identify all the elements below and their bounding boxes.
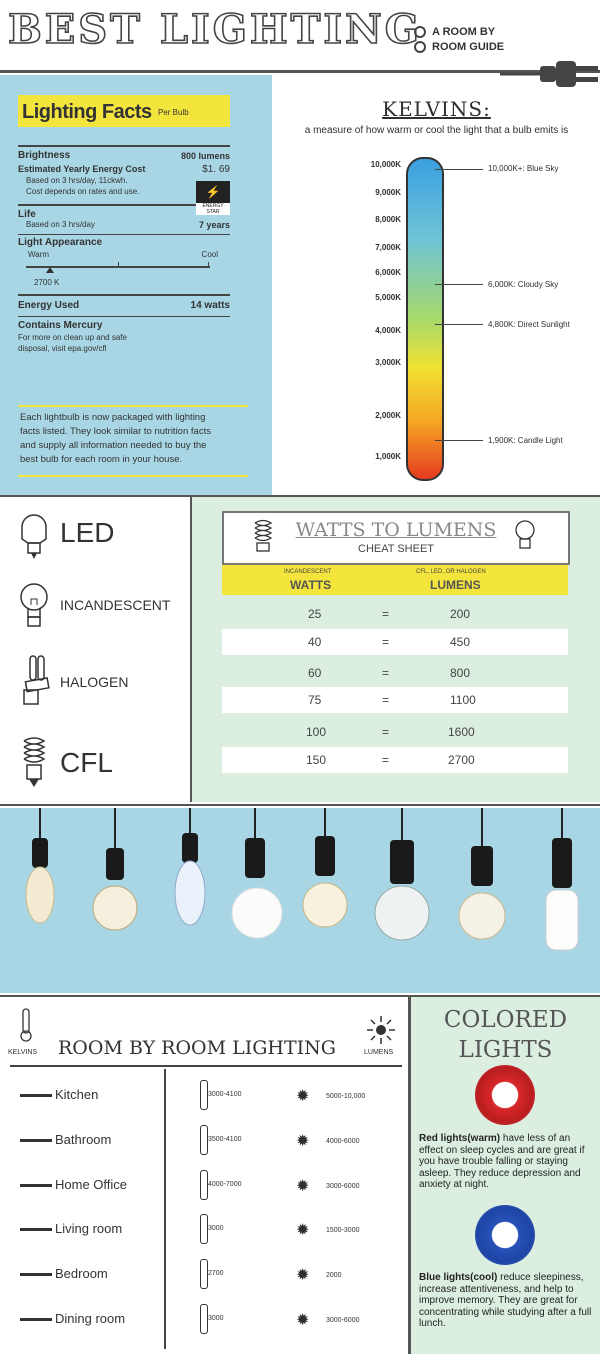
- facts-header: [18, 95, 230, 127]
- watts-cell: 75: [308, 693, 322, 707]
- kelvin-value: 3000: [208, 1315, 224, 1322]
- kelvin-tick: 8,000K: [375, 215, 401, 224]
- kelvins-panel: [273, 75, 600, 495]
- appearance-scale: [18, 262, 230, 278]
- energy-star-text: ENERGY STAR: [196, 203, 230, 215]
- watts-cell: 40: [308, 635, 322, 649]
- lumens-cell: 800: [450, 666, 471, 680]
- equals-sign: =: [382, 693, 390, 707]
- cheat-sheet-title: WATTS TO LUMENS: [295, 519, 497, 541]
- lighting-facts-panel: [0, 75, 272, 495]
- colored-lights-title: [411, 1005, 600, 1065]
- appearance-label: Light Appearance: [18, 237, 103, 248]
- page-title: BEST LIGHTING: [8, 6, 422, 53]
- lighting-facts-card: [18, 95, 230, 355]
- facts-desc-line: best bulb for each room in your house.: [20, 454, 183, 465]
- kelvin-tick: 5,000K: [375, 293, 401, 302]
- lumen-value: 3000-6000: [326, 1183, 360, 1190]
- lumen-value: 5000-10,000: [326, 1093, 366, 1100]
- divider: [164, 1069, 166, 1349]
- kelvins-subtitle: a measure of how warm or cool the light that a bulb emits is: [304, 125, 569, 136]
- subtitle-line-2: ROOM GUIDE: [432, 41, 505, 54]
- equals-sign: =: [382, 753, 390, 767]
- colored-title-line-1: COLORED: [443, 1007, 568, 1033]
- kelvin-label: 1,900K: Candle Light: [488, 436, 563, 445]
- led-bulb-icon: [16, 509, 52, 561]
- kelvin-tick: 2,000K: [375, 411, 401, 420]
- kelvin-tick: 10,000K: [370, 160, 401, 169]
- facts-desc-line: facts listed. They look similar to nutrition facts: [20, 426, 211, 437]
- red-light-text: [419, 1133, 597, 1191]
- sun-icon: ✹: [296, 1133, 310, 1150]
- kelvin-tick: 6,000K: [375, 268, 401, 277]
- cheat-sheet-panel: [192, 497, 600, 802]
- mercury-label: Contains Mercury: [18, 320, 103, 331]
- kelvins-title: KELVINS:: [382, 97, 491, 121]
- section-rule: [0, 804, 600, 806]
- kelvin-tick: 1,000K: [375, 452, 401, 461]
- energy-label: Energy Used: [18, 300, 80, 311]
- thermometer-icon: [200, 1214, 208, 1244]
- equals-sign: =: [382, 666, 390, 680]
- sun-icon: ✹: [296, 1088, 310, 1105]
- sun-icon: ✹: [296, 1222, 310, 1239]
- kelvin-value: 4000-7000: [208, 1181, 242, 1188]
- divider: [18, 145, 230, 147]
- type-cfl: CFL: [60, 747, 113, 778]
- equals-sign: =: [382, 725, 390, 739]
- cost-value: $1. 69: [202, 164, 230, 175]
- life-label: Life: [18, 209, 36, 220]
- cheat-table-header: [222, 565, 568, 595]
- thermometer-icon: [200, 1259, 208, 1289]
- facts-desc-line: and supply all information needed to buy the: [20, 440, 207, 451]
- plug-icon: [20, 1318, 52, 1321]
- thermometer-icon: [200, 1125, 208, 1155]
- table-row: [222, 719, 568, 745]
- thermometer-icon: [200, 1080, 208, 1110]
- equals-sign: =: [382, 635, 390, 649]
- room-title: ROOM BY ROOM LIGHTING: [58, 1037, 336, 1059]
- type-led: LED: [60, 517, 115, 548]
- table-row: [222, 687, 568, 713]
- bullet-icon: [414, 26, 426, 38]
- plug-icon: [20, 1139, 52, 1142]
- divider: [10, 1065, 402, 1067]
- kelvin-thermometer: [406, 157, 444, 481]
- table-row: [222, 747, 568, 773]
- equals-sign: =: [382, 607, 390, 621]
- mercury-note-1: For more on clean up and safe: [18, 333, 127, 342]
- room-by-room-panel: [0, 995, 411, 1354]
- hanging-bulbs-illustration: [0, 808, 600, 993]
- yellow-rule: [18, 475, 248, 477]
- red-light-image: [475, 1065, 535, 1125]
- type-incandescent: INCANDESCENT: [60, 597, 171, 613]
- room-name: Home Office: [55, 1177, 128, 1192]
- appearance-value: 2700 K: [34, 278, 60, 287]
- lumen-value: 1500-3000: [326, 1227, 360, 1234]
- brightness-value: 800 lumens: [180, 151, 230, 161]
- incandescent-bulb-icon: [514, 519, 536, 557]
- kelvin-value: 3000: [208, 1225, 224, 1232]
- room-name: Living room: [55, 1221, 123, 1236]
- plug-icon: [20, 1228, 52, 1231]
- red-light-desc: have less of an effect on sleep cycles and are great if you have trouble falling or staying asleep. They reduce depression and anxiety at night.: [419, 1133, 585, 1190]
- cost-note-2: Cost depends on rates and use.: [26, 187, 140, 196]
- subtitle-line-1: A ROOM BY: [432, 26, 496, 38]
- sun-icon: ✹: [296, 1267, 310, 1284]
- facts-description: [20, 411, 260, 467]
- marker-icon: [46, 267, 54, 273]
- hanging-lights-photo: [0, 808, 600, 993]
- incandescent-bulb-icon: [16, 581, 52, 633]
- watts-cell: 100: [306, 725, 327, 739]
- kelvin-tick: 7,000K: [375, 243, 401, 252]
- plug-icon: [20, 1184, 52, 1187]
- life-value: 7 years: [198, 220, 230, 230]
- divider: [18, 234, 230, 235]
- lumens-cell: 1600: [448, 725, 475, 739]
- red-light-heading: Red lights(warm): [419, 1133, 501, 1144]
- plug-icon: [20, 1094, 52, 1097]
- col-watts: WATTS: [290, 578, 332, 592]
- divider: [18, 316, 230, 317]
- lumen-value: 3000-6000: [326, 1317, 360, 1324]
- leader-line: [435, 440, 483, 441]
- energy-value: 14 watts: [190, 300, 230, 311]
- lumens-cell: 450: [450, 635, 471, 649]
- room-name: Bedroom: [55, 1266, 108, 1281]
- subtitle: [414, 26, 504, 53]
- bullet-icon: [414, 41, 426, 53]
- kelvin-tick: 9,000K: [375, 188, 401, 197]
- warm-label: Warm: [28, 250, 50, 259]
- cost-label: Estimated Yearly Energy Cost: [18, 164, 146, 174]
- kelvin-label: 4,800K: Direct Sunlight: [488, 320, 570, 329]
- blue-light-image: [475, 1205, 535, 1265]
- kelvin-value: 2700: [208, 1270, 224, 1277]
- table-row: [222, 660, 568, 686]
- table-row: [222, 629, 568, 655]
- kelvin-tick: 3,000K: [375, 358, 401, 367]
- col-lumens: LUMENS: [430, 578, 481, 592]
- kelvin-label: 6,000K: Cloudy Sky: [488, 280, 559, 289]
- lumens-cell: 200: [450, 607, 471, 621]
- mercury-note-2: disposal, visit epa.gov/cfl: [18, 344, 107, 353]
- type-halogen: HALOGEN: [60, 674, 129, 690]
- cfl-bulb-icon: [16, 735, 52, 793]
- room-name: Kitchen: [55, 1087, 99, 1102]
- cost-note-1: Based on 3 hrs/day, 11ckwh.: [26, 176, 128, 185]
- thermometer-icon: [200, 1304, 208, 1334]
- blue-light-text: [419, 1272, 597, 1330]
- sun-icon: ✹: [296, 1178, 310, 1195]
- room-name: Dining room: [55, 1311, 126, 1326]
- energy-star-logo: ⚡ ENERGY STAR: [196, 181, 230, 211]
- yellow-rule: [18, 405, 248, 407]
- kelvin-tick: 4,000K: [375, 326, 401, 335]
- lumen-value: 2000: [326, 1272, 342, 1279]
- facts-title: Lighting Facts: [22, 101, 152, 123]
- bulb-types-panel: [0, 497, 192, 802]
- cheat-sheet-subtitle: CHEAT SHEET: [358, 543, 434, 555]
- facts-desc-line: Each lightbulb is now packaged with lighting: [20, 412, 206, 423]
- sun-icon: [366, 1015, 396, 1045]
- leader-line: [435, 169, 483, 170]
- cheat-sheet-header: [222, 511, 570, 565]
- thermometer-icon: [200, 1170, 208, 1200]
- life-note: Based on 3 hrs/day: [26, 220, 95, 229]
- cool-label: Cool: [201, 250, 218, 259]
- leader-line: [435, 284, 483, 285]
- colored-lights-panel: [411, 995, 600, 1354]
- plug-icon: [20, 1273, 52, 1276]
- thermometer-icon: [18, 1007, 34, 1043]
- divider: [18, 294, 230, 296]
- watts-cell: 150: [306, 753, 327, 767]
- kelvin-value: 3000-4100: [208, 1091, 242, 1098]
- halogen-bulb-icon: [16, 654, 52, 710]
- sun-icon: ✹: [296, 1312, 310, 1329]
- lumens-cell: 2700: [448, 753, 475, 767]
- lumens-cell: 1100: [450, 693, 476, 707]
- blue-light-desc: reduce sleepiness, increase attentiveness, and help to improve memory. They are great for concentrating while studying after a full lunch.: [419, 1272, 592, 1329]
- table-row: [222, 601, 568, 627]
- watts-cell: 25: [308, 607, 322, 621]
- blue-light-heading: Blue lights(cool): [419, 1272, 498, 1283]
- kelvin-label: 10,000K+: Blue Sky: [488, 164, 559, 173]
- lumens-label: LUMENS: [364, 1049, 394, 1056]
- facts-per-bulb: Per Bulb: [158, 108, 189, 117]
- col-lumens-small: CFL, LED, OR HALOGEN: [416, 569, 486, 575]
- watts-cell: 60: [308, 666, 322, 680]
- leader-line: [435, 324, 483, 325]
- brightness-label: Brightness: [18, 150, 71, 161]
- lumen-value: 4000-6000: [326, 1138, 360, 1145]
- room-name: Bathroom: [55, 1132, 112, 1147]
- col-watts-small: INCANDESCENT: [284, 569, 332, 575]
- colored-title-line-2: LIGHTS: [458, 1037, 553, 1063]
- kelvin-value: 3500-4100: [208, 1136, 242, 1143]
- kelvins-label: KELVINS: [8, 1049, 38, 1056]
